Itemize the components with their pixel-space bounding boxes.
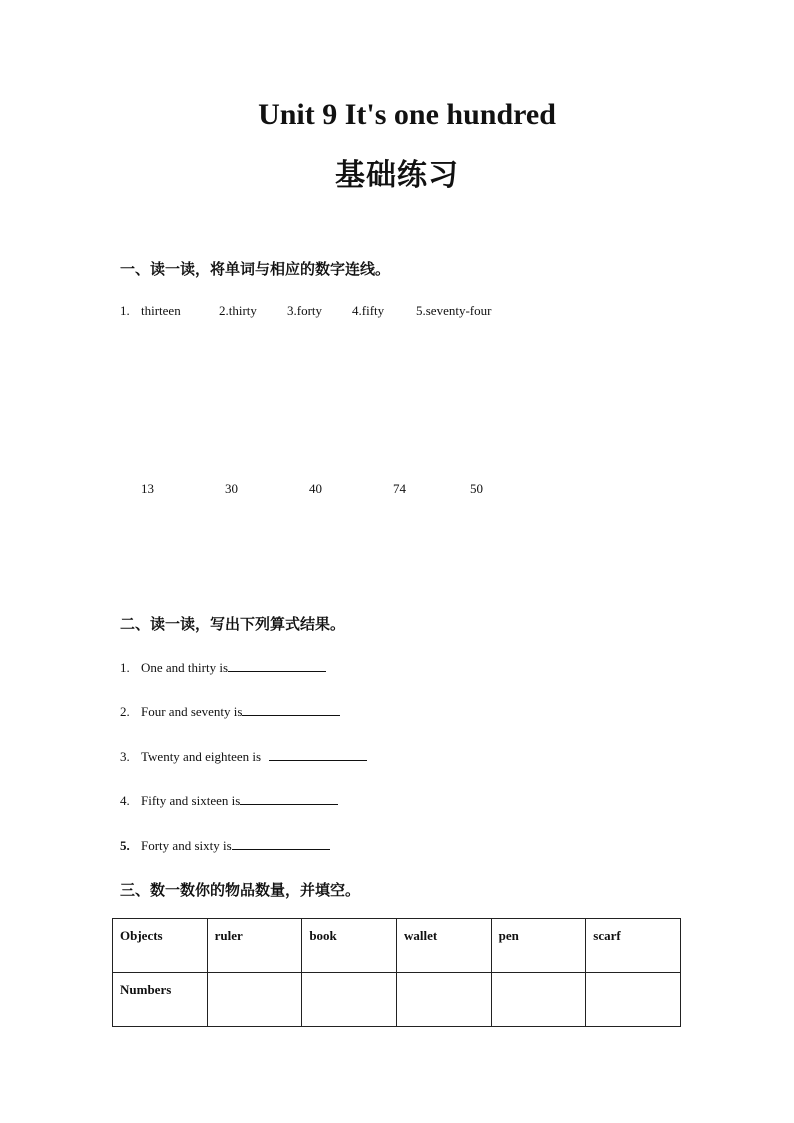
worksheet-subtitle: 基础练习 [335, 159, 459, 192]
question-number: 2. [120, 704, 130, 719]
question-number: 3. [120, 749, 130, 764]
table-row [113, 973, 681, 1027]
number-item-1: 13 [141, 481, 154, 496]
objects-count-table [112, 918, 681, 1027]
question-number: 1. [120, 660, 130, 675]
table-row-label: Numbers [113, 973, 208, 1027]
question-2 [120, 703, 340, 720]
question-text: Four and seventy is [141, 704, 243, 719]
question-text: One and thirty is [141, 660, 229, 675]
answer-blank[interactable] [228, 659, 326, 672]
word-item-3: 3.forty [287, 303, 323, 318]
answer-cell[interactable] [207, 973, 302, 1027]
number-item-5: 50 [470, 481, 483, 496]
answer-blank[interactable] [242, 703, 340, 716]
answer-cell[interactable] [586, 973, 681, 1027]
answer-blank[interactable] [232, 837, 330, 850]
answer-blank[interactable] [269, 748, 367, 761]
table-header-cell: book [302, 919, 397, 973]
word-item-2: 2.thirty [219, 303, 257, 318]
section1-heading: 一、读一读，将单词与相应的数字连线。 [120, 262, 391, 278]
question-1 [120, 659, 326, 676]
question-text: Fifty and sixteen is [141, 793, 241, 808]
table-header-cell: Objects [113, 919, 208, 973]
word-item-4: 4.fifty [352, 303, 385, 318]
word-item-5: 5.seventy-four [416, 303, 492, 318]
question-5 [120, 837, 330, 854]
number-item-2: 30 [225, 481, 238, 496]
worksheet-title: Unit 9 It's one hundred [258, 98, 556, 131]
answer-blank[interactable] [240, 792, 338, 805]
question-number: 4. [120, 793, 130, 808]
table-row [113, 919, 681, 973]
question-3 [120, 748, 367, 765]
question-4 [120, 792, 338, 809]
question-text: Forty and sixty is [141, 838, 232, 853]
table-header-cell: pen [491, 919, 586, 973]
section2-heading: 二、读一读，写出下列算式结果。 [120, 617, 346, 633]
word-item-1: thirteen [141, 303, 181, 318]
answer-cell[interactable] [491, 973, 586, 1027]
answer-cell[interactable] [302, 973, 397, 1027]
number-item-4: 74 [393, 481, 406, 496]
section3-heading: 三、数一数你的物品数量，并填空。 [120, 883, 361, 899]
question-text: Twenty and eighteen is [141, 749, 262, 764]
answer-cell[interactable] [396, 973, 491, 1027]
word-number-1: 1. [120, 303, 130, 318]
table-header-cell: scarf [586, 919, 681, 973]
table-header-cell: ruler [207, 919, 302, 973]
table-header-cell: wallet [396, 919, 491, 973]
question-number: 5. [120, 838, 130, 853]
number-item-3: 40 [309, 481, 322, 496]
